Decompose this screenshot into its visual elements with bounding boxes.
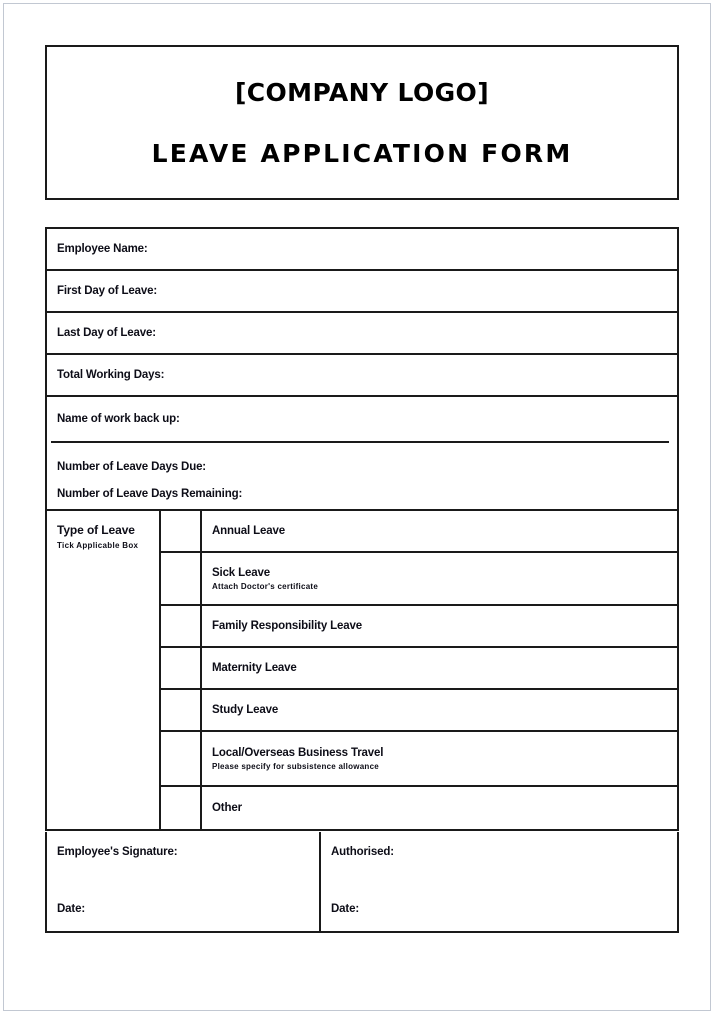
leave-option-row-sick[interactable] [161, 553, 677, 606]
leave-option-label-study-leave: Study Leave [212, 704, 279, 716]
field-label-employee-name: Employee Name: [57, 243, 148, 255]
field-row-employee-name[interactable] [45, 227, 679, 269]
authoriser-signature-label: Authorised: [331, 846, 394, 858]
leave-types-title: Type of Leave [57, 523, 135, 537]
checkbox-annual-leave[interactable] [161, 511, 202, 551]
leave-option-note-business-travel: Please specify for subsistence allowance [212, 761, 379, 771]
page-sheet [3, 3, 711, 1011]
leave-option-business-travel [202, 732, 677, 785]
leave-option-row-maternity[interactable] [161, 648, 677, 690]
page-content [4, 4, 710, 1010]
leave-option-note-sick-leave: Attach Doctor's certificate [212, 581, 319, 591]
form-header-box [45, 45, 679, 200]
field-label-first-day-of-leave: First Day of Leave: [57, 285, 158, 297]
checkbox-business-travel[interactable] [161, 732, 202, 785]
leave-option-row-other[interactable] [161, 787, 677, 829]
leave-option-family-responsibility-leave [202, 606, 677, 646]
leave-option-annual-leave [202, 511, 677, 551]
leave-option-row-business-travel[interactable] [161, 732, 677, 787]
field-label-number-of-leave-days-remaining: Number of Leave Days Remaining: [57, 488, 243, 500]
work-backup-entry[interactable] [47, 397, 677, 441]
checkbox-study-leave[interactable] [161, 690, 202, 730]
checkbox-maternity-leave[interactable] [161, 648, 202, 688]
leave-types-instruction: Tick Applicable Box [57, 541, 139, 550]
form-title: LEAVE APPLICATION FORM [151, 138, 573, 168]
leave-option-row-family-responsibility[interactable] [161, 606, 677, 648]
authoriser-date-label: Date: [331, 903, 360, 915]
checkbox-family-responsibility-leave[interactable] [161, 606, 202, 646]
field-label-number-of-leave-days-due: Number of Leave Days Due: [57, 461, 206, 473]
company-logo-placeholder: [COMPANY LOGO] [234, 77, 490, 107]
field-label-last-day-of-leave: Last Day of Leave: [57, 327, 156, 339]
authoriser-signature-cell[interactable] [321, 832, 677, 931]
signature-block [45, 832, 679, 933]
field-row-last-day[interactable] [45, 311, 679, 353]
leave-option-label-sick-leave: Sick Leave [212, 566, 270, 579]
leave-option-label-maternity-leave: Maternity Leave [212, 662, 297, 674]
field-label-total-working-days: Total Working Days: [57, 369, 165, 381]
field-row-work-backup-and-leave-days[interactable] [45, 395, 679, 511]
leave-option-row-annual[interactable] [161, 511, 677, 553]
field-row-total-working-days[interactable] [45, 353, 679, 395]
employee-signature-cell[interactable] [47, 832, 321, 931]
checkbox-sick-leave[interactable] [161, 553, 202, 604]
leave-option-label-family-responsibility-leave: Family Responsibility Leave [212, 620, 362, 632]
leave-option-label-annual-leave: Annual Leave [212, 525, 285, 537]
field-row-first-day[interactable] [45, 269, 679, 311]
leave-option-row-study[interactable] [161, 690, 677, 732]
leave-days-entries [47, 443, 677, 508]
leave-option-maternity-leave [202, 648, 677, 688]
leave-option-label-business-travel: Local/Overseas Business Travel [212, 746, 384, 759]
leave-option-study-leave [202, 690, 677, 730]
leave-option-label-other: Other [212, 802, 242, 814]
leave-option-other [202, 787, 677, 829]
leave-types-heading-cell [47, 511, 161, 829]
employee-date-label: Date: [57, 903, 86, 915]
employee-fields-table [45, 227, 679, 511]
leave-types-table [45, 511, 679, 831]
employee-signature-label: Employee's Signature: [57, 846, 178, 858]
checkbox-other-leave[interactable] [161, 787, 202, 829]
leave-option-sick-leave [202, 553, 677, 604]
leave-types-options-column [161, 511, 677, 829]
field-label-name-of-work-back-up: Name of work back up: [57, 413, 180, 425]
